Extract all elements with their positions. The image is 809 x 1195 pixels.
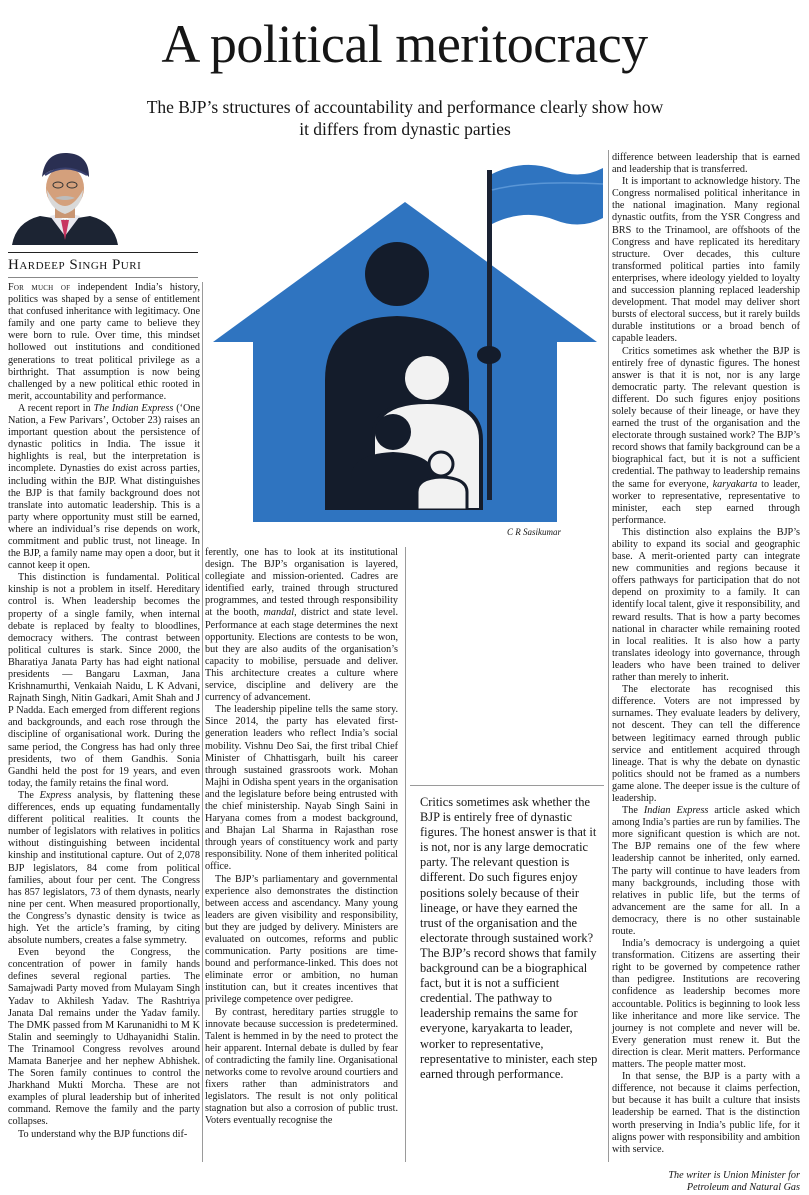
illustration-credit: C R Sasikumar: [507, 527, 561, 537]
paragraph: By contrast, hereditary parties struggle to innovate because succession is predetermined. Talent is hemmed in by the need to protect the heir apparent. Internal debate is dulled by fear of contradicting the family line. Organisational networks come to revolve around courtiers and fixers rather than administrators and legislators. The result is not only political stagnation but also a corrosion of public trust. Voters eventually recognise the: [205, 1006, 398, 1127]
paragraph: The BJP’s parliamentary and governmental experience also demonstrates the distinction between access and ascendancy. Many young leaders are given visibility and responsibility, but they are judged by delivery. Ministers are evaluated on outcomes, reforms and public communication. Party positions are time-bound and performance-linked. This does not eliminate error or ambition, no human institution can, but it creates incentives that privilege competence over pedigree.: [205, 873, 398, 1006]
paragraph: independent India’s history, politics was shaped by a sense of entitlement that confused inheritance with legitimacy. One family and one party came to believe they were born to rule. Over time, this mindset hollowed out institutions and conditioned generations to treat political privilege as a birthright. That assumption is now being challenged by a new political ethic rooted in merit, accountability and performance.: [8, 282, 201, 402]
paragraph: The Indian Express article asked which among India’s parties are run by families. The more significant question is which are not. The BJP remains one of the few where leadership cannot be inherited, only earned. The party will continue to have leaders from many backgrounds, including those with relatives in public life, but the terms of advancement are the same for all. In a democracy, there is no other sustainable route.: [612, 805, 800, 937]
pull-quote: Critics sometimes ask whether the BJP is entirely free of dynastic figures. The honest answer is that it is not, nor is any large democratic party. The relevant question is different. Do such figures enjoy positions solely because of their lineage, or have they earned the trust of the organisation and the electorate through sustained work? The BJP’s record shows that family background can be a biographical fact, but it is not a sufficient credential. The pathway to leadership remains the same for everyone, karyakarta to leader, worker to representative, representative to minister, each step earned through performance.: [420, 795, 598, 1081]
paragraph: The Express analysis, by flattening these differences, ends up equating fundamentally different political realities. It counts the number of legislators with relatives in politics without distinguishing between incidental kinship and institutional capture. Out of 2,078 BJP legislators, 84 come from political families, about four per cent. The Congress has 857 legislators, 73 of them dynasts, nearly nine per cent. When measured proportionally, the Congress’s dynastic density is twice as high. Yet the article’s framing, by citing absolute numbers, creates a false symmetry.: [8, 789, 200, 947]
paragraph: The leadership pipeline tells the same story. Since 2014, the party has elevated first-generation leaders who reflect India’s social mobility. Vishnu Deo Sai, the first tribal Chief Minister of Chhattisgarh, built his career through sustained grassroots work. Mohan Majhi in Odisha spent years in the organisation and the legislature before being entrusted with the chief ministership. Nayab Singh Saini in Haryana comes from a modest background, and Bhajan Lal Sharma in Rajasthan rose through years of constituency work and party responsibility. None of them inherited political office.: [205, 704, 398, 873]
pull-quote-rule: [410, 785, 604, 786]
paragraph: The electorate has recognised this difference. Voters are not impressed by surnames. They evaluate leaders by delivery, not descent. They can tell the difference between legitimacy earned through public service and entitlement acquired through lineage. That is why the debate on dynastic politics should not be framed as a numbers game alone. The deeper issue is the culture of leadership.: [612, 684, 800, 804]
paragraph: In that sense, the BJP is a party with a difference, not because it claims perfection, but because it has built a culture that insists leadership be earned. That is the distinction worth preserving in India’s public life, for it aligns power with responsibility and ambition with service.: [612, 1071, 800, 1155]
paragraph: Critics sometimes ask whether the BJP is entirely free of dynastic figures. The honest answer is that it is not, nor is any large democratic party. The relevant question is different. Do such figures enjoy positions solely because of their lineage, or have they earned the trust of the organisation and the electorate through sustained work? The BJP’s record shows that family background can be a biographical fact, but it is not a sufficient credential. The pathway to leadership remains the same for everyone, karyakarta to leader, worker to representative, representative to minister, each step earned through performance.: [612, 345, 800, 526]
paragraph: It is important to acknowledge history. The Congress normalised political inheritance in the national imagination. Many regional dynastic outfits, from the YSR Congress and BRS to the Trinamool, are offshoots of the Congress and have replicated its hereditary structure. Over decades, this culture transformed political parties into family enterprises, where ideology yielded to loyalty and succession planning replaced leadership development. That model may deliver short bursts of electoral success, but it rarely builds durable institutions or a broad bench of capable leaders.: [612, 176, 800, 345]
article-column-1: [8, 282, 200, 1167]
article-column-2: [205, 547, 398, 1167]
column-divider: [202, 282, 203, 1162]
article-column-4: [612, 152, 800, 1194]
author-footnote: The writer is Union Minister for Petroleum and Natural Gas: [668, 1169, 800, 1194]
byline-block: [8, 252, 198, 278]
illustration: [205, 140, 605, 540]
paragraph: Even beyond the Congress, the concentration of power in family hands defines several regional parties. The Samajwadi Party moved from Mulayam Singh Yadav to Akhilesh Yadav. The Rashtriya Janata Dal remains under the Yadav family. The DMK passed from M Karunanidhi to M K Stalin and seemingly to Udhayanidhi Stalin. The Trinamool Congress revolves around Mamata Banerjee and her nephew Abhishek. The Soren family continues to control the Jharkhand Mukti Morcha. These are not examples of plural leadership but of inherited command. Remove the family and the party collapses.: [8, 947, 200, 1128]
column-divider: [608, 150, 609, 1162]
headline: A political meritocracy: [161, 14, 648, 74]
author-portrait: [10, 150, 120, 245]
subheadline: The BJP’s structures of accountability and performance clearly show how it differs from dynastic parties: [146, 97, 664, 139]
paragraph: To understand why the BJP functions dif-: [18, 1128, 188, 1140]
drop-in-text: For much of: [8, 282, 71, 293]
paragraph: This distinction also explains the BJP’s ability to expand its social and geographic base. A merit-oriented party can integrate new communities and regions because it offers pathways for participation that do not depend on proximity to a family. It can identify local talent, give it responsibility, and reward results. That is how a party becomes national in character while remaining rooted in local realities. It is also how a party translates ideology into governance, through leaders who have been trained to deliver rather than merely to inherit.: [612, 526, 800, 684]
paragraph: difference between leadership that is earned and leadership that is transferred.: [612, 152, 800, 176]
paragraph: India’s democracy is undergoing a quiet transformation. Citizens are asserting their right to be governed by competence rather than pedigree. Institutions are recovering confidence as leadership becomes more accountable. Politics is beginning to look less like inheritance and more like service. The journey is not complete and never will be. Every generation must renew it. But the direction is clear. Merit matters. Performance matters. The people matter most.: [612, 938, 800, 1071]
paragraph: This distinction is fundamental. Political kinship is not a problem in itself. Hereditary control is. When leadership becomes the property of a single family, when internal debate is replaced by fealty to bloodlines, democracy withers. The contrast between political cultures is stark. Since 2000, the Bharatiya Janata Party has had eight national presidents — Bangaru Laxman, Jana Krishnamurthi, Venkaiah Naidu, L K Advani, Rajnath Singh, Nitin Gadkari, Amit Shah and J P Nadda. Each emerged from different regions and backgrounds, and each rose through the discipline of organisational work. During the same period, the Congress has had only three presidents, two of them Gandhis. Sonia Gandhi held the post for 19 years, and even today, the family retains the final word.: [8, 572, 200, 789]
paragraph: ferently, one has to look at its institutional design. The BJP’s organisation is layered, collegiate and mission-oriented. Cadres are identified early, trained through structured programmes, and tested through responsibility at the booth, mandal, district and state level. Performance at each stage determines the next opportunity. Elections are contests to be won, but they are also audits of the organisation’s capacity to mobilise, persuade and deliver. This architecture creates a culture where service, discipline and delivery are the currency of advancement.: [205, 547, 398, 704]
paragraph: A recent report in The Indian Express (‘One Nation, a Few Parivars’, October 23) raises an important question about the persistence of dynastic politics in India. The issue it highlights is real, but the interpretation is incomplete. Dynasties do exist across parties, including within the BJP. What distinguishes the BJP is that family background does not translate into automatic leadership. This is a party where opportunity must still be earned, where an individual’s rise depends on work, commitment and public trust, not lineage. In the BJP, a family name may open a door, but it cannot keep it open.: [8, 402, 200, 572]
column-divider: [405, 547, 406, 1162]
byline: Hardeep Singh Puri: [8, 257, 142, 273]
